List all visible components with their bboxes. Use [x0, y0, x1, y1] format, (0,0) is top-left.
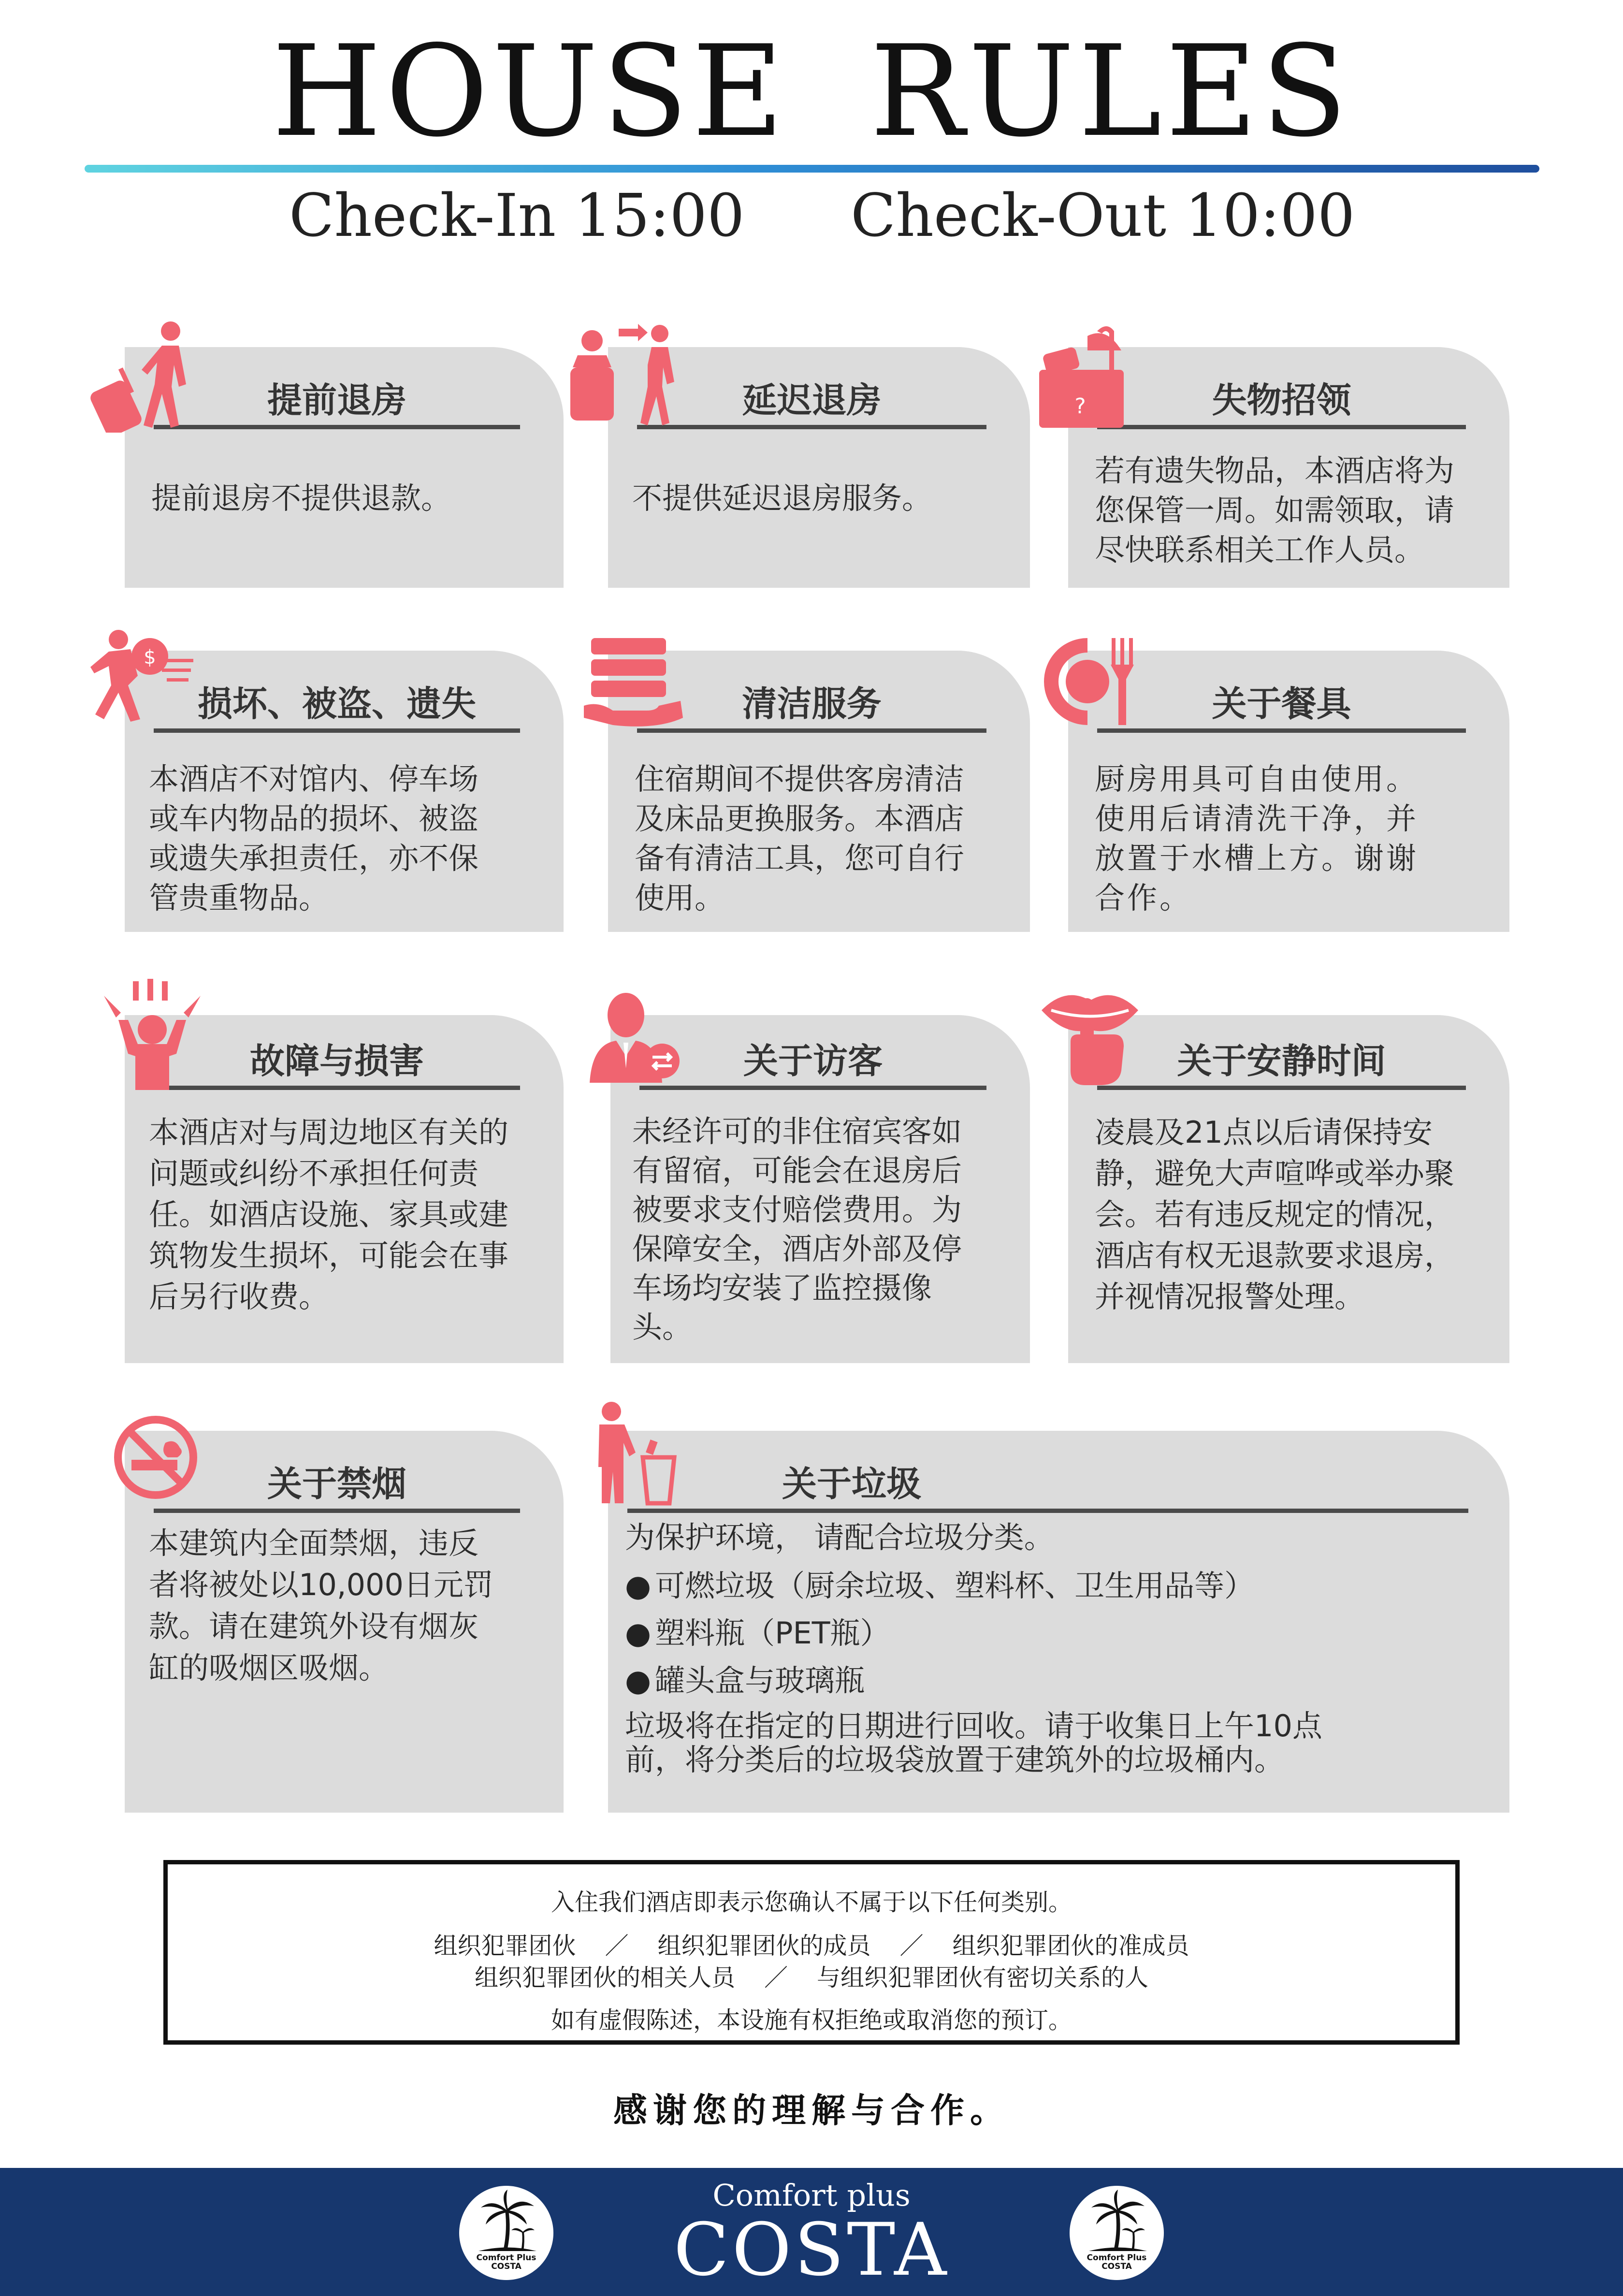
rule-title: 失物招领	[1097, 371, 1466, 429]
page-title: HOUSE RULES	[272, 19, 1351, 165]
rule-text: 住宿期间不提供客房清洁 及床品更换服务。本酒店 备有清洁工具，您可自行 使用。	[635, 761, 965, 915]
rule-title: 损坏、被盗、遗失	[154, 675, 520, 733]
rule-title: 关于垃圾	[627, 1455, 1468, 1513]
late-checkout-icon	[570, 319, 686, 430]
check-in-time: Check-In 15:00	[289, 181, 745, 250]
list-item: ● 罐头盒与玻璃瓶	[625, 1661, 1437, 1700]
rule-text: 若有遗失物品，本酒店将为 您保管一周。如需领取，请 尽快联系相关工作人员。	[1095, 453, 1455, 567]
rule-card-lost-found	[1068, 347, 1509, 588]
rule-title: 关于禁烟	[154, 1455, 520, 1513]
garbage-icon	[590, 1399, 677, 1506]
brand-name: COSTA	[673, 2208, 950, 2292]
title-divider	[85, 165, 1539, 173]
rule-text: 凌晨及21点以后请保持安 静，避免大声喧哗或举办聚 会。若有违反规定的情况， 酒店有权无退款要求退房， 并视情况报警处理。	[1095, 1115, 1455, 1314]
list-item: ● 塑料瓶（PET瓶）	[625, 1613, 1437, 1653]
lost-found-icon	[1034, 321, 1131, 433]
svg-text:?: ?	[1074, 394, 1086, 419]
rule-title: 延迟退房	[637, 371, 986, 429]
rule-text: 为保护环境， 请配合垃圾分类。 ● 可燃垃圾（厨余垃圾、塑料杯、卫生用品等） ● 塑料瓶（PET瓶） ● 罐头盒与玻璃瓶 垃圾将在指定的日期进行回收。请于收集日上午10点 前，将分类后的垃圾袋放置于建筑外的垃圾桶内。	[625, 1518, 1437, 1777]
quiet-icon	[1042, 988, 1138, 1085]
logo-caption: Comfort Plus COSTA	[1087, 2253, 1147, 2271]
visitor-icon	[590, 988, 686, 1085]
category-row: 组织犯罪团伙的相关人员 ／ 与组织犯罪团伙有密切关系的人	[474, 1964, 1149, 1991]
no-smoking-icon	[112, 1414, 199, 1501]
logo-caption: Comfort Plus COSTA	[476, 2253, 536, 2271]
theft-icon	[85, 627, 196, 724]
rule-text: 本酒店不对馆内、停车场 或车内物品的损坏、被盗 或遗失承担责任，亦不保 管贵重物品。	[149, 761, 479, 915]
svg-text:$: $	[144, 646, 156, 668]
rule-card-garbage	[608, 1431, 1509, 1813]
declaration-warning: 如有虚假陈述，本设施有权拒绝或取消您的预订。	[551, 2006, 1072, 2034]
rule-title: 提前退房	[154, 371, 520, 429]
thank-you-note: 感谢您的理解与合作。	[613, 2091, 1010, 2130]
rule-text: 不提供延迟退房服务。	[632, 480, 932, 516]
brand-logo	[1070, 2186, 1164, 2280]
tableware-icon	[1034, 633, 1145, 730]
category-row: 组织犯罪团伙 ／ 组织犯罪团伙的成员 ／ 组织犯罪团伙的准成员	[434, 1932, 1189, 1960]
early-checkout-icon	[89, 317, 201, 433]
rule-text: 提前退房不提供退款。	[151, 480, 451, 516]
rule-title: 关于餐具	[1097, 675, 1466, 733]
brand-tagline: Comfort plus	[712, 2178, 911, 2213]
palm-tree-icon	[1070, 2186, 1164, 2258]
rule-title: 关于安静时间	[1097, 1032, 1466, 1090]
list-item: ● 可燃垃圾（厨余垃圾、塑料杯、卫生用品等）	[625, 1566, 1437, 1606]
trouble-icon	[99, 976, 205, 1092]
declaration-intro: 入住我们酒店即表示您确认不属于以下任何类别。	[551, 1889, 1072, 1916]
cleaning-icon	[584, 638, 685, 730]
rule-text: 本酒店对与周边地区有关的 问题或纠纷不承担任何责 任。如酒店设施、家具或建 筑物发生损坏，可能会在事 后另行收费。	[149, 1115, 509, 1314]
rule-title: 故障与损害	[154, 1032, 520, 1090]
rule-text: 本建筑内全面禁烟，违反 者将被处以10,000日元罚 款。请在建筑外设有烟灰 缸的吸烟区吸烟。	[149, 1526, 493, 1686]
rule-title: 清洁服务	[637, 675, 986, 733]
footer-bar	[0, 2168, 1623, 2296]
rule-title: 关于访客	[639, 1032, 986, 1090]
declaration-box	[163, 1860, 1460, 2045]
check-out-time: Check-Out 10:00	[851, 181, 1355, 250]
rule-text: 厨房用具可自由使用。 使用后请清洗干净，并 放置于水槽上方。谢谢 合作。	[1095, 761, 1419, 915]
rule-text: 未经许可的非住宿宾客如 有留宿，可能会在退房后 被要求支付赔偿费用。为 保障安全，酒店外部及停 车场均安装了监控摄像 头。	[632, 1114, 962, 1345]
